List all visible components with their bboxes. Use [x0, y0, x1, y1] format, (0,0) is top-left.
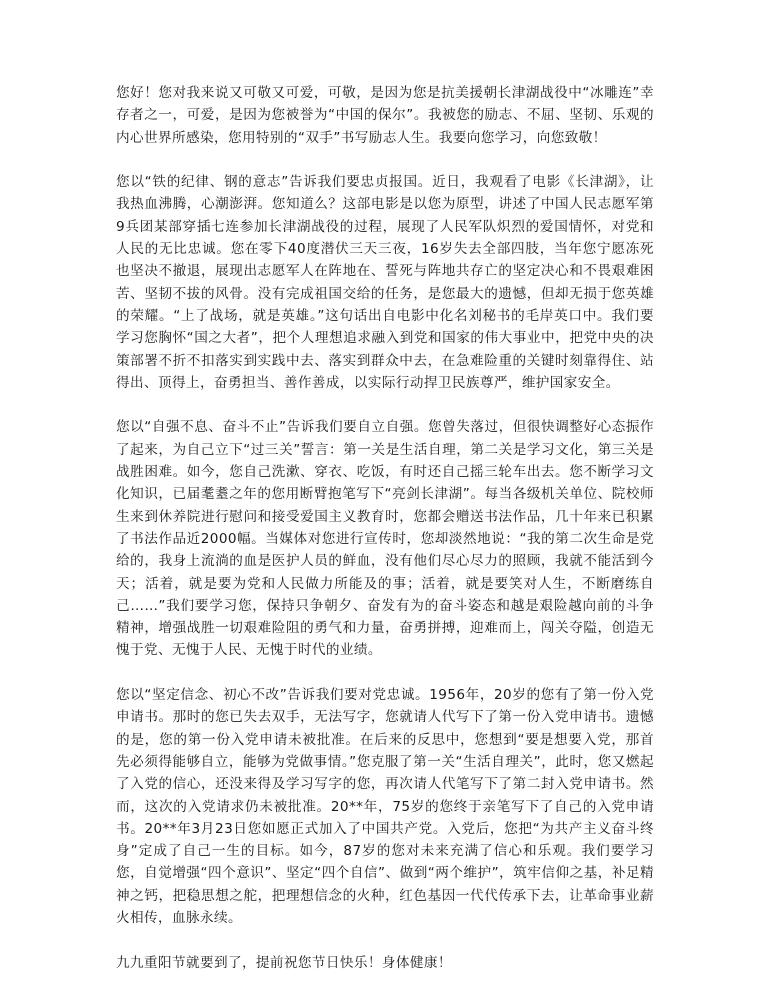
paragraph-closing: 九九重阳节就要到了，提前祝您节日快乐！身体健康！	[116, 954, 452, 971]
paragraph-self-reliance: 您以“自强不息、奋斗不止”告诉我们要自立自强。您曾失落过，但很快调整好心态振作了起来，为自己立下“过三关”誓言：第一关是生活自理，第二关是学习文化，第三关是战胜困难。如今，您自己洗漱、穿衣、吃饭，有时还自己摇三轮车出去。您不断学习文化知识，已届耄耋之年的您用断臂抱笔写下“亮剑长津湖”。每当各级机关单位、院校师生来到休养院进行慰问和接受爱国主义教育时，您都会赠送书法作品，几十年来已积累了书法作品近2000幅。当媒体对您进行宣传时，您却淡然地说：“我的第二次生命是党给的，我身上流淌的血是医护人员的鲜血，没有他们尽心尽力的照顾，我就不能活到今天；活着，就是要为党和人民做力所能及的事；活着，就是要笑对人生，不断磨练自己……”我们要学习您，保持只争朝夕、奋发有为的奋斗姿态和越是艰险越向前的斗争精神，增强战胜一切艰难险阻的勇气和力量，奋勇拼搏，迎难而上，闯关夺隘，创造无愧于党、无愧于人民、无愧于时代的业绩。	[116, 419, 654, 659]
paragraph-patriotism: 您以“铁的纪律、钢的意志”告诉我们要忠贞报国。近日，我观看了电影《长津湖》，让我热血沸腾，心潮澎湃。您知道么？这部电影是以您为原型，讲述了中国人民志愿军第9兵团某部穿插七连参加长津湖战役的过程，展现了人民军队炽烈的爱国情怀，对党和人民的无比忠诚。您在零下40度潜伏三天三夜，16岁失去全部四肢，当年您宁愿冻死也坚决不撤退，展现出志愿军人在阵地在、誓死与阵地共存亡的坚定决心和不畏艰难困苦、坚韧不拔的风骨。没有完成祖国交给的任务，是您最大的遗憾，但却无损于您英雄的荣耀。“上了战场，就是英雄。”这句话出自电影中化名刘秘书的毛岸英口中。我们要学习您胸怀“国之大者”，把个人理想追求融入到党和国家的伟大事业中，把党中央的决策部署不折不扣落实到实践中去、落实到群众中去，在急难险重的关键时刻靠得住、站得出、顶得上，奋勇担当、善作善成，以实际行动捍卫民族尊严，维护国家安全。	[116, 174, 654, 391]
paragraph-loyalty: 您以“坚定信念、初心不改”告诉我们要对党忠诚。1956年，20岁的您有了第一份入党申请书。那时的您已失去双手，无法写字，您就请人代写下了第一份入党申请书。遗憾的是，您的第一份入党申请未被批准。在后来的反思中，您想到“要是想要入党，那首先必须得能够自立，能够为党做事情。”您克服了第一关“生活自理关”，此时，您又燃起了入党的信心，还没来得及学习写字的您，再次请人代笔写下了第二封入党申请书。然而，这次的入党请求仍未被批准。20**年，75岁的您终于亲笔写下了自己的入党申请书。20**年3月23日您如愿正式加入了中国共产党。入党后，您把“为共产主义奋斗终身”定成了自己一生的目标。如今，87岁的您对未来充满了信心和乐观。我们要学习您，自觉增强“四个意识”、坚定“四个自信”、做到“两个维护”，筑牢信仰之基，补足精神之钙，把稳思想之舵，把理想信念的火种，红色基因一代代传承下去，让革命事业薪火相传，血脉永续。	[116, 687, 654, 926]
paragraph-greeting: 您好！您对我来说又可敬又可爱，可敬，是因为您是抗美援朝长津湖战役中“冰雕连”幸存者之一，可爱，是因为您被誉为“中国的保尔”。我被您的励志、不屈、坚韧、乐观的内心世界所感染，您用特别的“双手”书写励志人生。我要向您学习，向您致敬！	[116, 85, 654, 146]
letter-body	[116, 82, 654, 974]
